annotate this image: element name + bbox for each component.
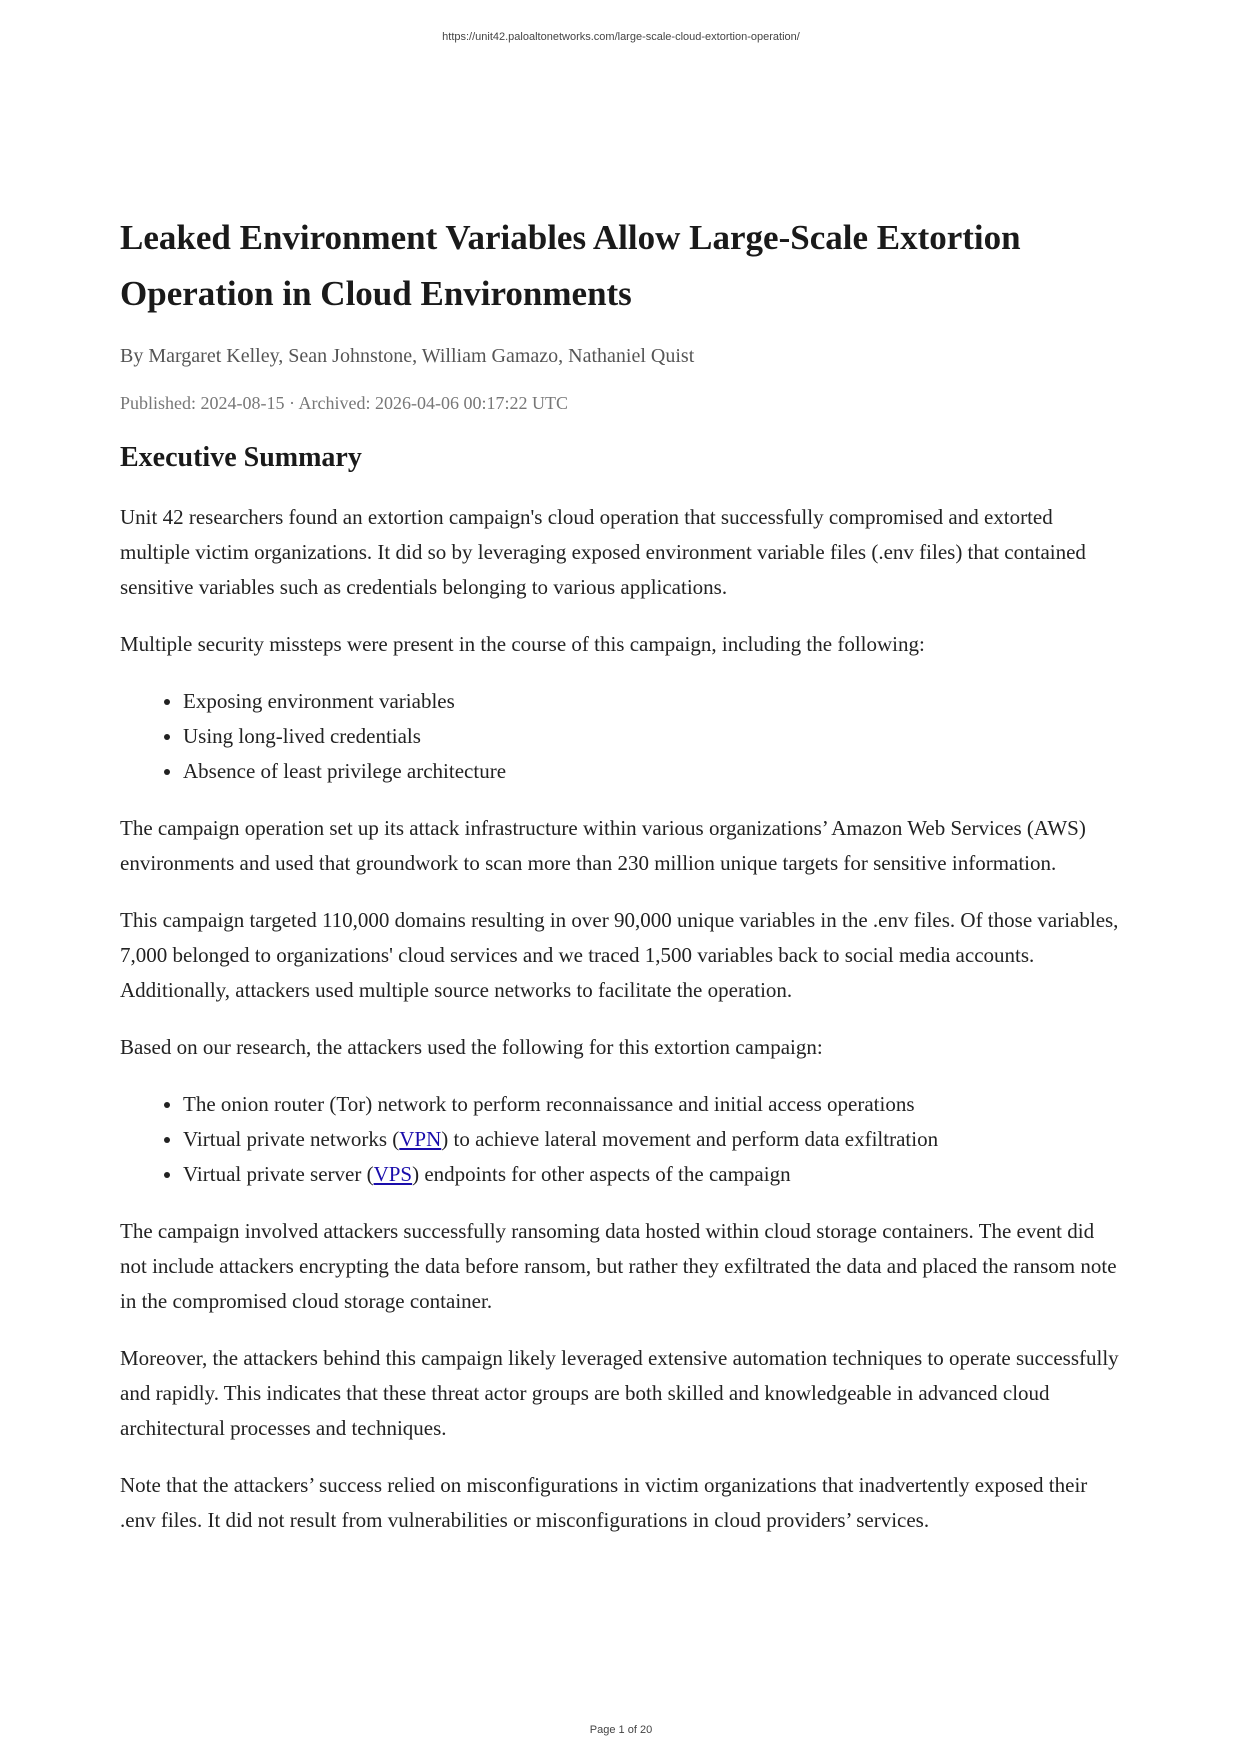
vpn-link[interactable]: VPN (399, 1127, 442, 1151)
paragraph: Based on our research, the attackers used the following for this extortion campaign: (120, 1035, 823, 1059)
paragraph: Unit 42 researchers found an extortion campaign's cloud operation that successfully compromised and extorted multiple victim organizations. It did so by leveraging exposed environment variable files (.env files) that contained sensitive variables such as credentials belonging to various applications. (120, 505, 1086, 599)
paragraph: Moreover, the attackers behind this campaign likely leveraged extensive automation techniques to operate successfully and rapidly. This indicates that these threat actor groups are both skilled and knowledgeable in advanced cloud architectural processes and techniques. (120, 1346, 1119, 1440)
attacker-tools-list (120, 1087, 1120, 1192)
list-item: • The onion router (Tor) network to perform reconnaissance and initial access operations (183, 1087, 1120, 1122)
paragraph: The campaign involved attackers successfully ransoming data hosted within cloud storage containers. The event did not include attackers encrypting the data before ransom, but rather they exfiltrated the data and placed the ransom note in the compromised cloud storage container. (120, 1219, 1117, 1313)
article-byline: By Margaret Kelley, Sean Johnstone, William Gamazo, Nathaniel Quist (120, 345, 695, 367)
list-item: • Absence of least privilege architecture (183, 754, 1120, 789)
list-item-text: ) to achieve lateral movement and perform data exfiltration (441, 1127, 939, 1151)
list-item-text: ) endpoints for other aspects of the campaign (412, 1162, 791, 1186)
article-meta: Published: 2024-08-15 · Archived: 2026-04-06 00:17:22 UTC (120, 393, 568, 413)
article-title: Leaked Environment Variables Allow Large-Scale Extortion Operation in Cloud Environments (120, 218, 1021, 313)
paragraph: Note that the attackers’ success relied on misconfigurations in victim organizations that inadvertently exposed their .env files. It did not result from vulnerabilities or misconfigurations in cloud providers’ services. (120, 1473, 1088, 1532)
article (120, 210, 1120, 1560)
missteps-list (120, 684, 1120, 789)
paragraph: The campaign operation set up its attack infrastructure within various organizations’ Amazon Web Services (AWS) environments and used that groundwork to scan more than 230 million unique targets for sensitive information. (120, 816, 1086, 875)
list-item: • Exposing environment variables (183, 684, 1120, 719)
vps-link[interactable]: VPS (373, 1162, 413, 1186)
list-item (183, 1157, 1120, 1192)
paragraph: Multiple security missteps were present in the course of this campaign, including the following: (120, 632, 925, 656)
list-item-text: Virtual private networks ( (183, 1127, 400, 1151)
list-item: • Using long-lived credentials (183, 719, 1120, 754)
page-url-header: https://unit42.paloaltonetworks.com/large-scale-cloud-extortion-operation/ (442, 31, 800, 43)
list-item-text: Virtual private server ( (183, 1162, 374, 1186)
page-number: Page 1 of 20 (589, 1724, 653, 1736)
section-heading-executive-summary: Executive Summary (120, 442, 362, 473)
paragraph: This campaign targeted 110,000 domains resulting in over 90,000 unique variables in the .env files. Of those variables, 7,000 belonged to organizations' cloud services and we traced 1,500 variables back to social media accounts. Additionally, attackers used multiple source networks to facilitate the operation. (120, 908, 1119, 1002)
list-item (183, 1122, 1120, 1157)
